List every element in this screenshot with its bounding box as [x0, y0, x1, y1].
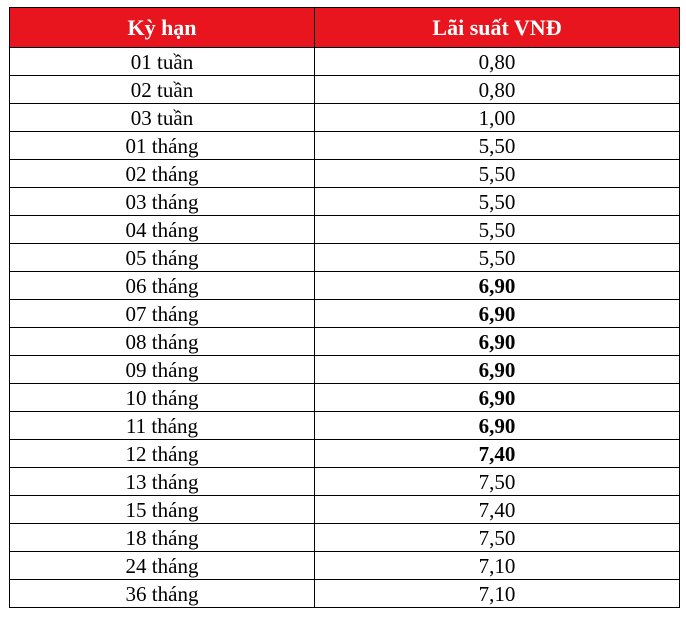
table-row: [10, 160, 680, 188]
table-row: [10, 328, 680, 356]
rate-cell: 7,10: [315, 580, 680, 608]
term-cell: 07 tháng: [10, 300, 315, 328]
table-row: [10, 272, 680, 300]
rate-cell: 6,90: [315, 272, 680, 300]
table-row: [10, 496, 680, 524]
rate-cell: 6,90: [315, 412, 680, 440]
table-row: [10, 188, 680, 216]
term-cell: 36 tháng: [10, 580, 315, 608]
table-row: [10, 300, 680, 328]
term-cell: 11 tháng: [10, 412, 315, 440]
term-cell: 09 tháng: [10, 356, 315, 384]
rate-cell: 5,50: [315, 160, 680, 188]
rate-cell: 5,50: [315, 188, 680, 216]
rate-cell: 0,80: [315, 76, 680, 104]
term-cell: 13 tháng: [10, 468, 315, 496]
term-cell: 03 tháng: [10, 188, 315, 216]
rate-cell: 1,00: [315, 104, 680, 132]
rate-cell: 6,90: [315, 300, 680, 328]
term-cell: 10 tháng: [10, 384, 315, 412]
rate-cell: 7,50: [315, 524, 680, 552]
term-cell: 02 tháng: [10, 160, 315, 188]
rate-cell: 7,50: [315, 468, 680, 496]
rate-cell: 5,50: [315, 132, 680, 160]
term-cell: 12 tháng: [10, 440, 315, 468]
rate-cell: 5,50: [315, 216, 680, 244]
table-row: [10, 244, 680, 272]
table-row: [10, 384, 680, 412]
table-row: [10, 524, 680, 552]
table-row: [10, 412, 680, 440]
table-row: [10, 580, 680, 608]
table-row: [10, 104, 680, 132]
table-row: [10, 552, 680, 580]
term-cell: 03 tuần: [10, 104, 315, 132]
term-cell: 06 tháng: [10, 272, 315, 300]
term-cell: 24 tháng: [10, 552, 315, 580]
term-cell: 18 tháng: [10, 524, 315, 552]
rate-cell: 7,40: [315, 440, 680, 468]
term-cell: 05 tháng: [10, 244, 315, 272]
term-cell: 15 tháng: [10, 496, 315, 524]
table-row: [10, 48, 680, 76]
rate-cell: 5,50: [315, 244, 680, 272]
term-cell: 04 tháng: [10, 216, 315, 244]
table-row: [10, 440, 680, 468]
term-cell: 08 tháng: [10, 328, 315, 356]
interest-rate-table-container: [9, 7, 679, 608]
rate-cell: 6,90: [315, 328, 680, 356]
header-rate: Lãi suất VNĐ: [315, 8, 680, 48]
table-row: [10, 468, 680, 496]
rate-cell: 6,90: [315, 356, 680, 384]
table-header-row: [10, 8, 680, 48]
term-cell: 01 tuần: [10, 48, 315, 76]
table-row: [10, 132, 680, 160]
table-row: [10, 216, 680, 244]
rate-cell: 7,40: [315, 496, 680, 524]
rate-cell: 6,90: [315, 384, 680, 412]
table-row: [10, 356, 680, 384]
term-cell: 01 tháng: [10, 132, 315, 160]
rate-cell: 0,80: [315, 48, 680, 76]
rate-cell: 7,10: [315, 552, 680, 580]
interest-rate-table: [9, 7, 680, 608]
term-cell: 02 tuần: [10, 76, 315, 104]
table-row: [10, 76, 680, 104]
header-term: Kỳ hạn: [10, 8, 315, 48]
